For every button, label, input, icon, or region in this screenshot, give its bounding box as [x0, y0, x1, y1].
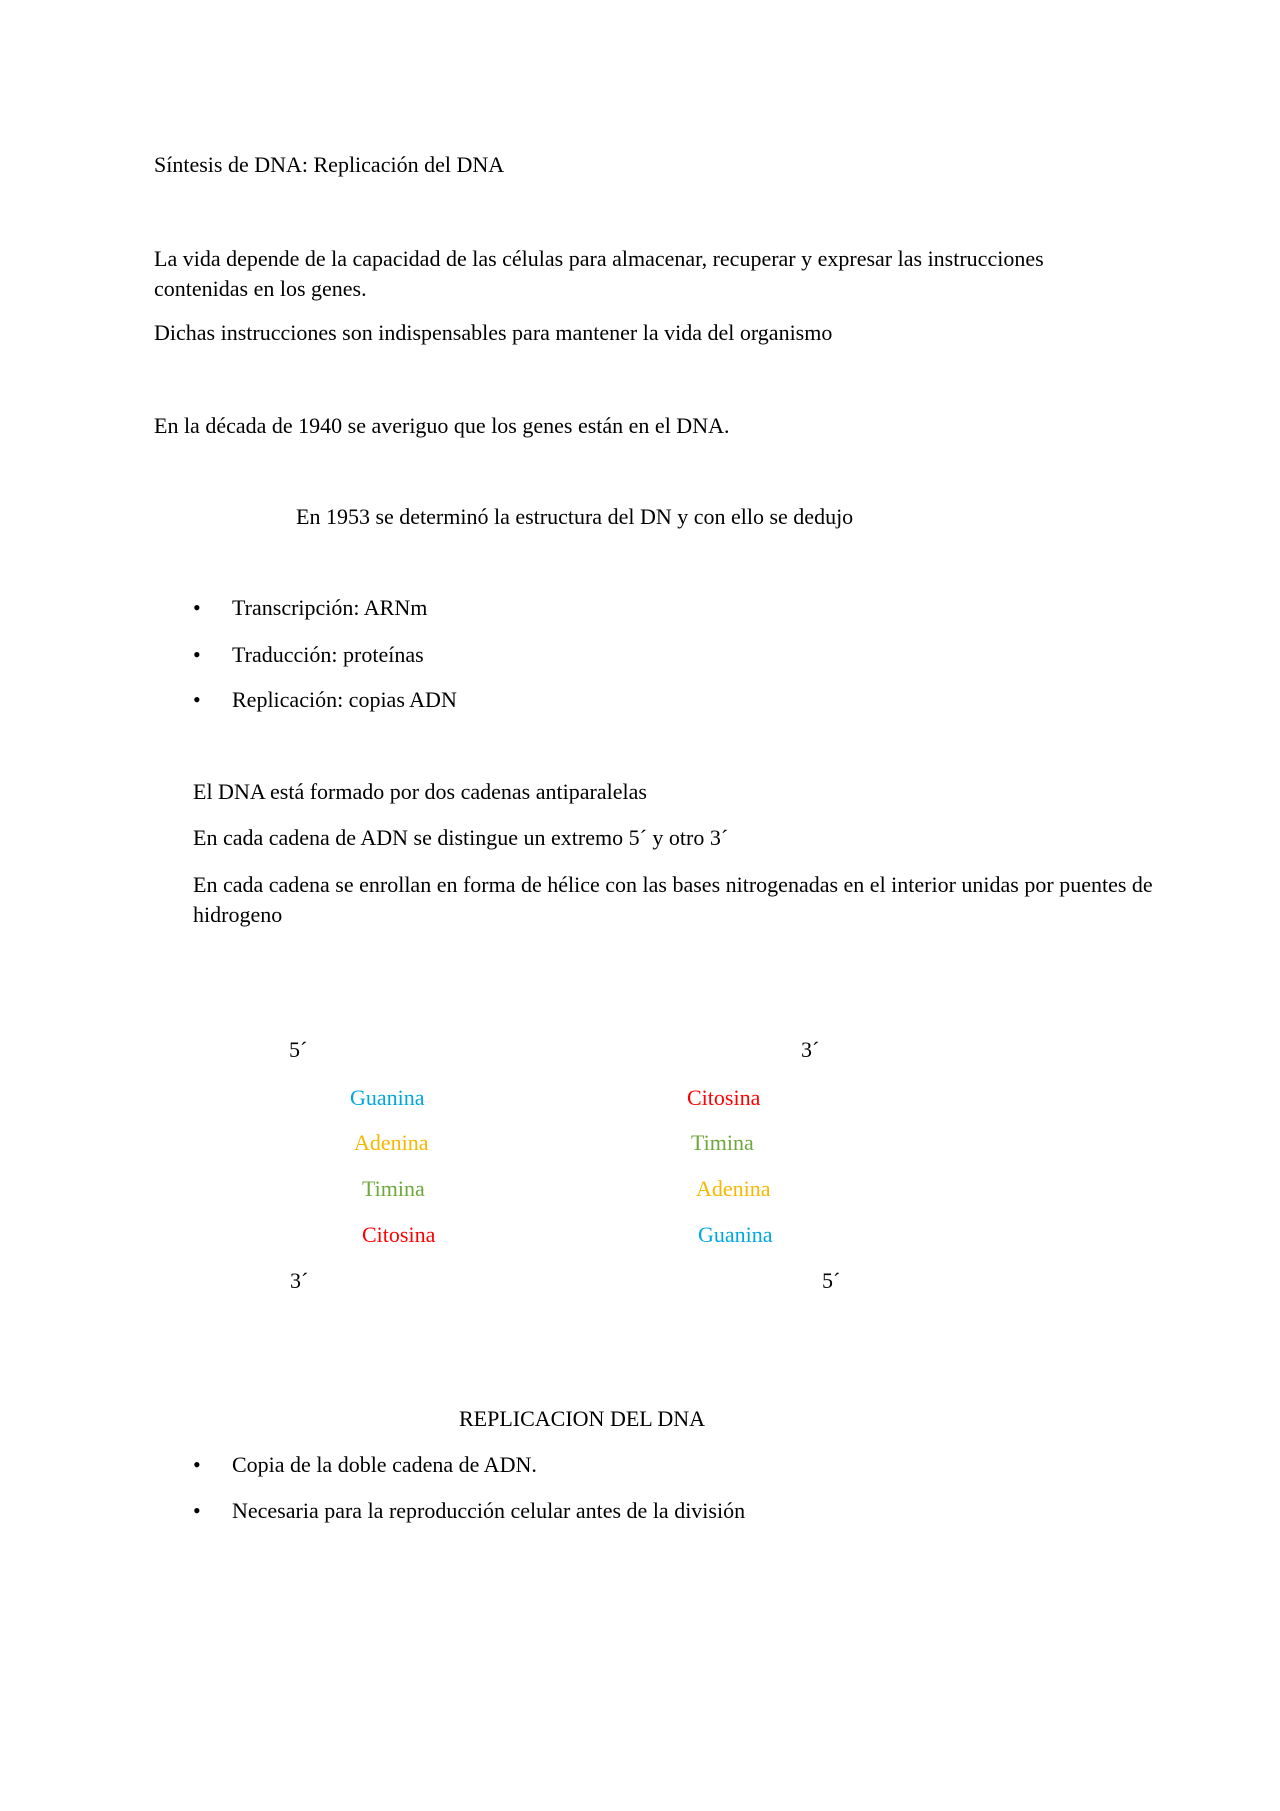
base-left-guanina: Guanina: [350, 1085, 425, 1110]
paragraph-ends: En cada cadena de ADN se distingue un extremo 5´ y otro 3´: [193, 825, 729, 850]
document-title: Síntesis de DNA: Replicación del DNA: [154, 152, 505, 177]
paragraph-life: La vida depende de la capacidad de las células para almacenar, recuperar y expresar las instrucciones contenidas en los genes.: [154, 246, 1044, 301]
bullet-icon: •: [193, 595, 201, 620]
strand-right-bottom-end: 5´: [822, 1268, 841, 1293]
paragraph-1953: En 1953 se determinó la estructura del DN y con ello se dedujo: [296, 504, 854, 529]
strand-left-top-end: 5´: [289, 1037, 308, 1062]
bullet-icon: •: [193, 1452, 201, 1477]
section-heading-replication: REPLICACION DEL DNA: [459, 1406, 706, 1431]
paragraph-helix: En cada cadena se enrollan en forma de hélice con las bases nitrogenadas en el interior unidas por puentes de hidrogeno: [193, 872, 1153, 927]
list-item-label: Traducción: proteínas: [232, 642, 424, 667]
paragraph-instructions: Dichas instrucciones son indispensables para mantener la vida del organismo: [154, 320, 833, 345]
bullet-icon: •: [193, 642, 201, 667]
base-left-adenina: Adenina: [354, 1130, 429, 1155]
paragraph-antiparallel: El DNA está formado por dos cadenas antiparalelas: [193, 779, 647, 804]
strand-left-bottom-end: 3´: [290, 1268, 309, 1293]
bullet-icon: •: [193, 1498, 201, 1523]
list-item-label: Replicación: copias ADN: [232, 687, 457, 712]
base-left-timina: Timina: [362, 1176, 425, 1201]
base-right-timina: Timina: [691, 1130, 754, 1155]
base-left-citosina: Citosina: [362, 1222, 436, 1247]
base-right-citosina: Citosina: [687, 1085, 761, 1110]
list-item-label: Necesaria para la reproducción celular antes de la división: [232, 1498, 746, 1523]
base-right-guanina: Guanina: [698, 1222, 773, 1247]
paragraph-1940: En la década de 1940 se averiguo que los genes están en el DNA.: [154, 413, 730, 438]
bullet-icon: •: [193, 687, 201, 712]
list-item-label: Transcripción: ARNm: [232, 595, 428, 620]
base-right-adenina: Adenina: [696, 1176, 771, 1201]
strand-right-top-end: 3´: [801, 1037, 820, 1062]
list-item-label: Copia de la doble cadena de ADN.: [232, 1452, 537, 1477]
